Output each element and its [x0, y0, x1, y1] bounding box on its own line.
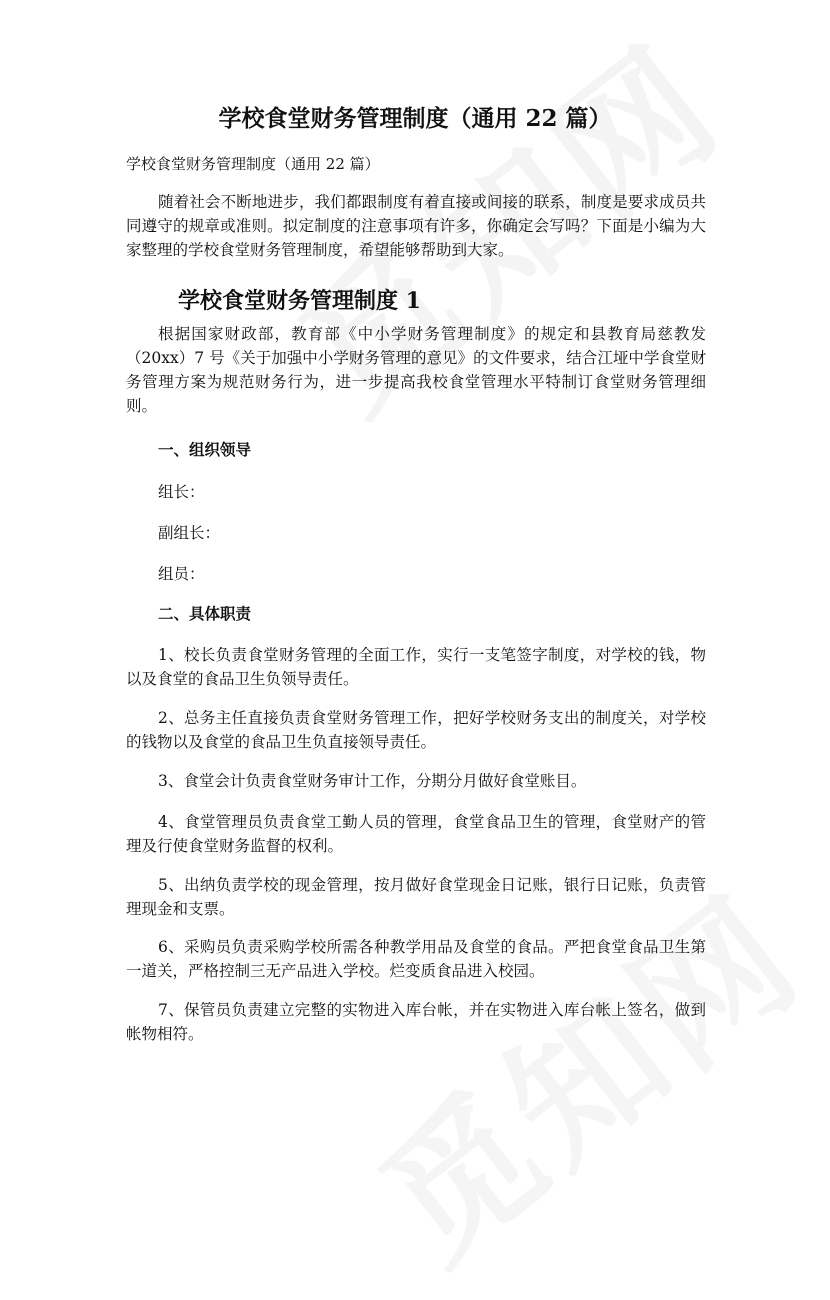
section-intro-paragraph: 根据国家财政部，教育部《中小学财务管理制度》的规定和县教育局慈教发（20xx）7 号《关于加强中小学财务管理的意见》的文件要求，结合江垭中学食堂财务管理方案为规范财务行为，进一步提高我校食堂管理水平特制订食堂财务管理细则。: [126, 325, 706, 415]
members-line: 组员：: [158, 565, 205, 583]
duty-item: 2、总务主任直接负责食堂财务管理工作，把好学校财务支出的制度关，对学校的钱物以及食堂的食品卫生负直接领导责任。: [126, 709, 706, 751]
duty-item: 7、保管员负责建立完整的实物进入库台帐，并在实物进入库台帐上签名，做到帐物相符。: [126, 1001, 706, 1043]
document-subtitle: 学校食堂财务管理制度（通用 22 篇）: [126, 155, 380, 173]
duty-item: 5、出纳负责学校的现金管理，按月做好食堂现金日记账，银行日记账，负责管理现金和支票。: [126, 876, 706, 918]
heading-organization: 一、组织领导: [158, 440, 252, 459]
duty-item: 6、采购员负责采购学校所需各种教学用品及食堂的食品。严把食堂食品卫生第一道关，严格控制三无产品进入学校。烂变质食品进入校园。: [126, 938, 706, 980]
deputy-line: 副组长：: [158, 524, 221, 542]
section-title: 学校食堂财务管理制度 1: [178, 288, 421, 314]
heading-duties: 二、具体职责: [158, 604, 252, 623]
leader-line: 组长：: [158, 483, 205, 501]
duty-item: 3、食堂会计负责食堂财务审计工作，分期分月做好食堂账目。: [158, 772, 587, 790]
intro-paragraph: 随着社会不断地进步，我们都跟制度有着直接或间接的联系，制度是要求成员共同遵守的规章或准则。拟定制度的注意事项有许多，你确定会写吗？下面是小编为大家整理的学校食堂财务管理制度，希望能够帮助到大家。: [126, 193, 706, 259]
duty-item: 1、校长负责食堂财务管理的全面工作，实行一支笔签字制度，对学校的钱，物以及食堂的食品卫生负领导责任。: [126, 646, 706, 688]
duty-item: 4、食堂管理员负责食堂工勤人员的管理，食堂食品卫生的管理，食堂财产的管理及行使食堂财务监督的权利。: [126, 813, 706, 855]
document-title: 学校食堂财务管理制度（通用 22 篇）: [218, 105, 612, 132]
